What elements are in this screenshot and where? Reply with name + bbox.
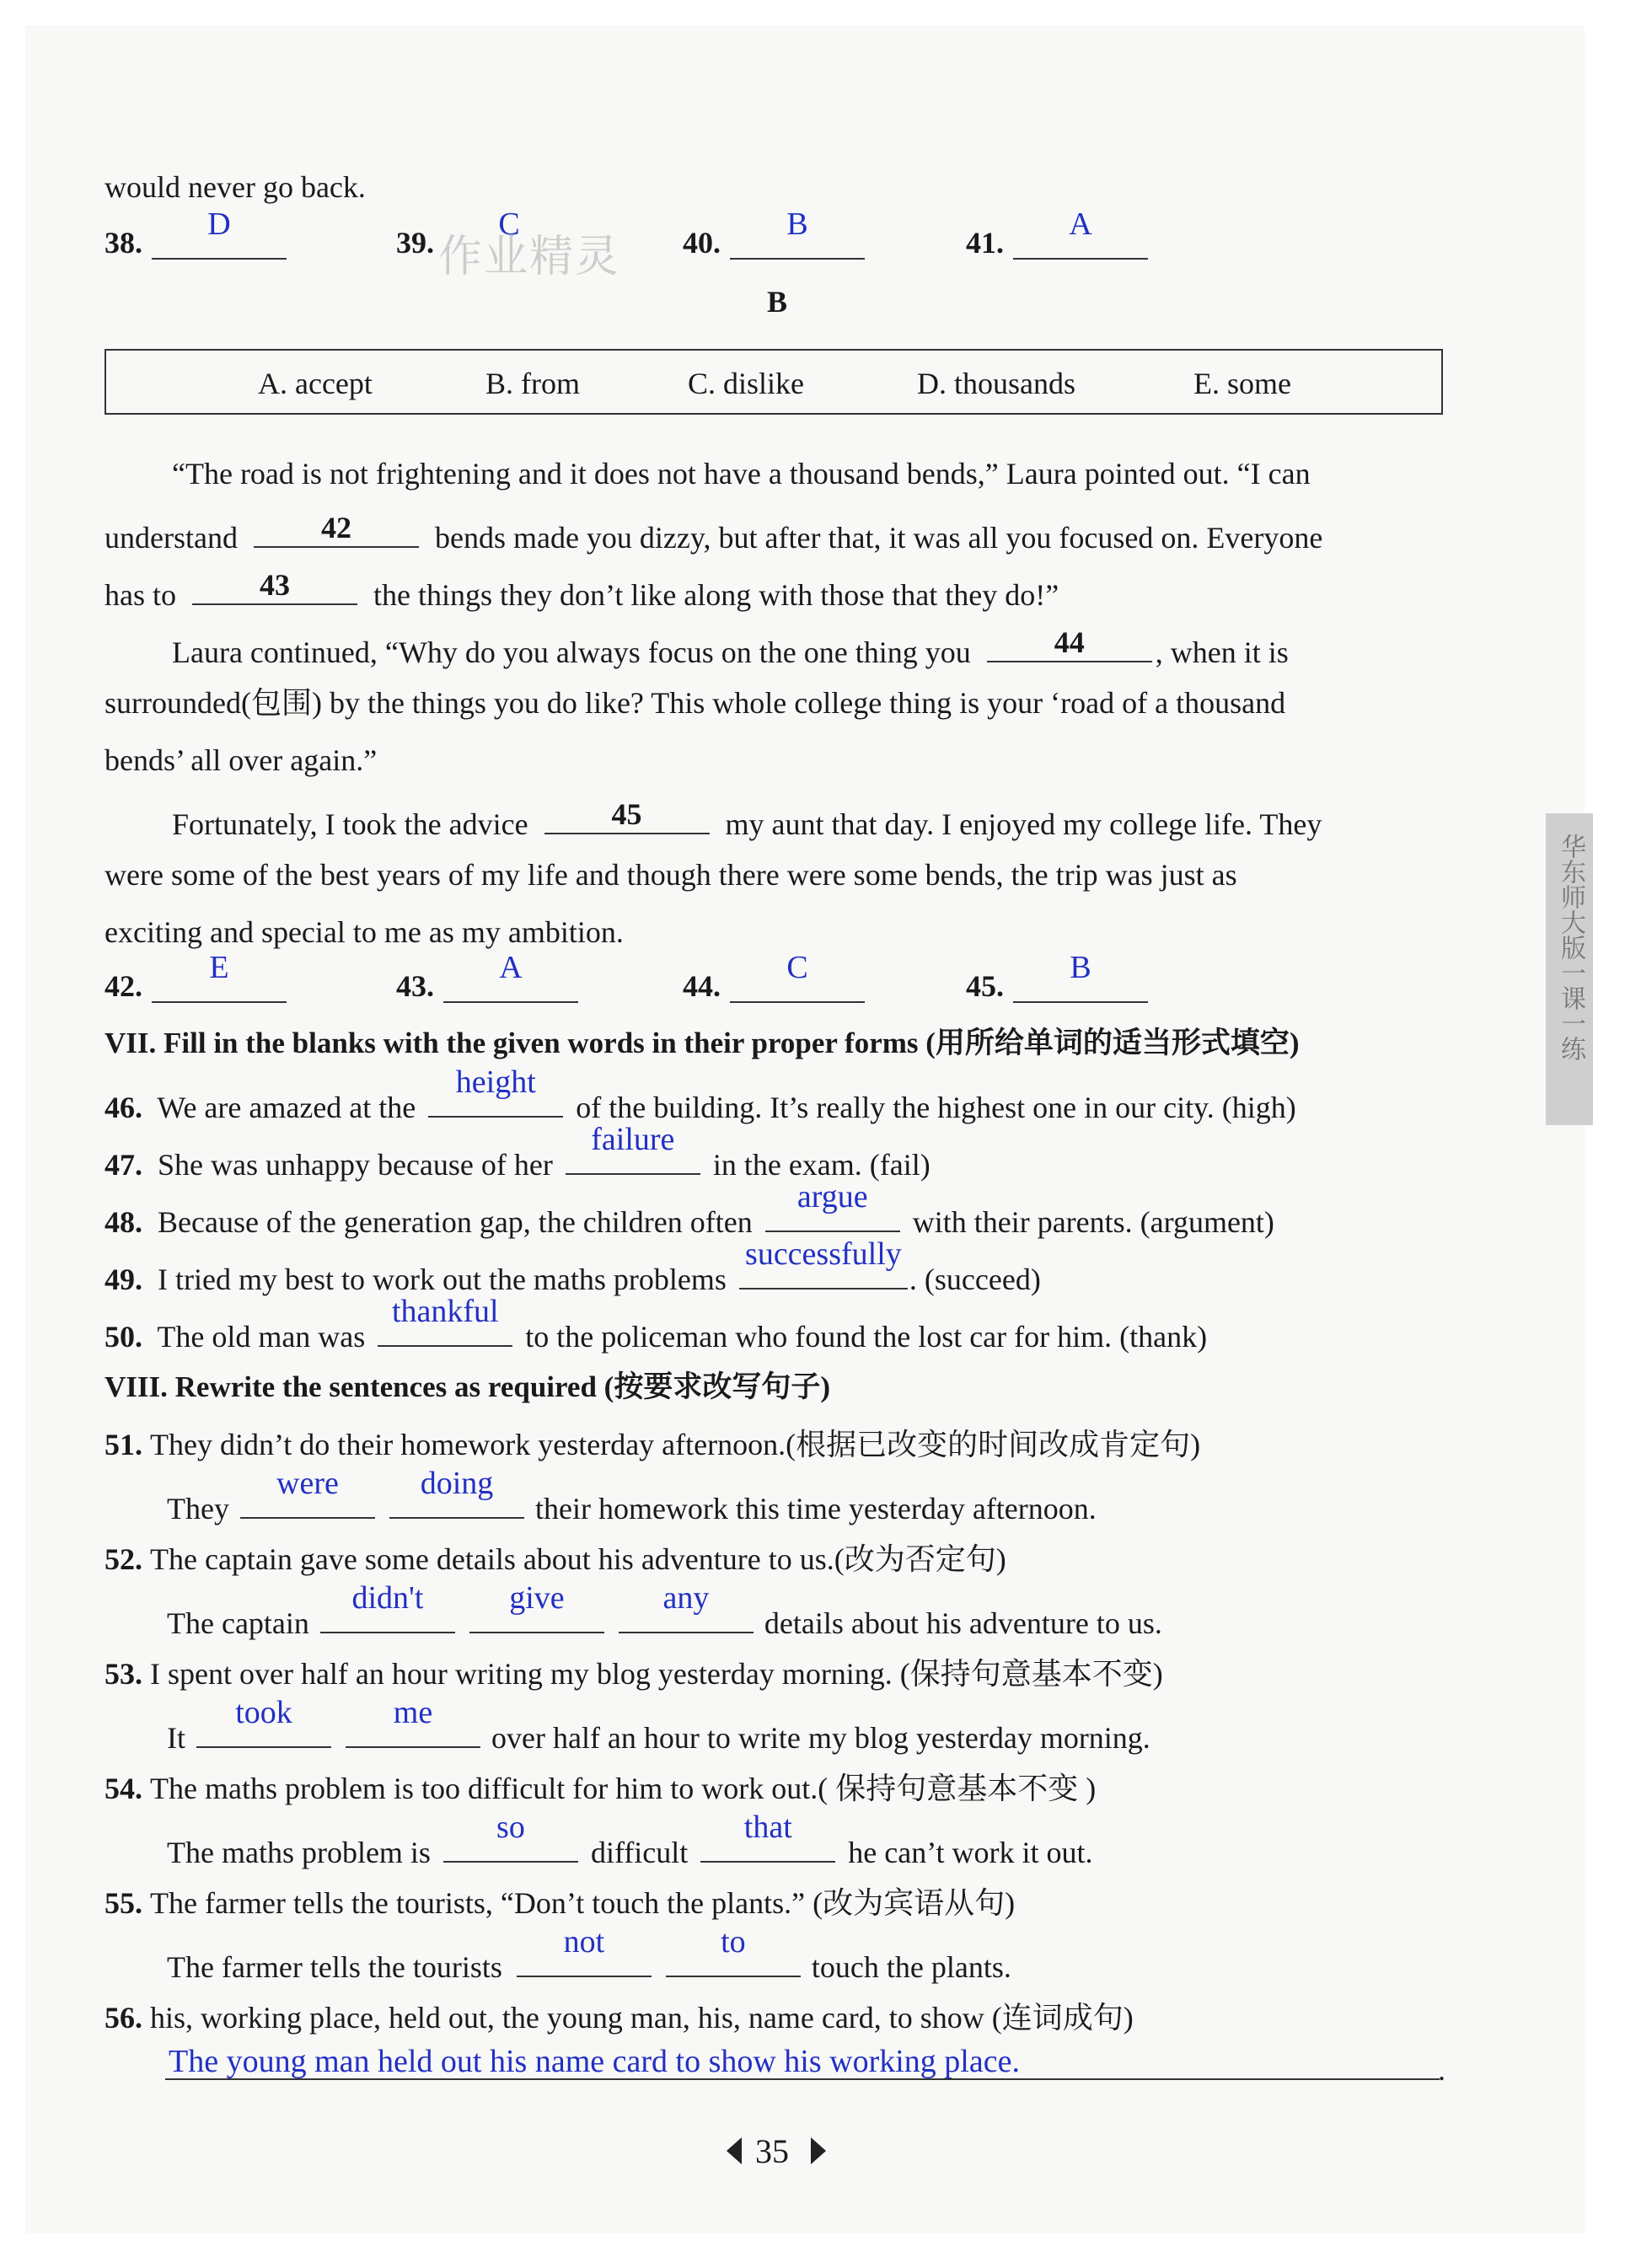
q50-blank[interactable]: thankful — [378, 1311, 512, 1347]
continuation-text: would never go back. — [105, 170, 366, 204]
passage-line: has to 43 the things they don’t like along with those that they do!” — [105, 568, 1059, 612]
prev-page-icon — [727, 2137, 742, 2164]
q43-number: 43. — [396, 969, 434, 1003]
q56-answer-underline — [165, 2078, 1440, 2080]
q42-number: 42. — [105, 969, 142, 1003]
q40-blank[interactable] — [730, 206, 865, 268]
q45-blank[interactable] — [1013, 950, 1148, 1011]
passage-line: understand 42 bends made you dizzy, but after that, it was all you focused on. Everyone — [105, 511, 1323, 555]
q41-answer: A — [1069, 206, 1092, 242]
q55-blank-2[interactable]: to — [666, 1942, 801, 1977]
passage-line: Laura continued, “Why do you always focus on the one thing you 44 , when it is — [172, 625, 1289, 669]
q51-question: 51. They didn’t do their homework yesterday afternoon.(根据已改变的时间改成肯定句) — [105, 1428, 1201, 1461]
page-number: 35 — [755, 2132, 789, 2170]
q41-blank[interactable] — [1013, 206, 1148, 268]
q38-answer: D — [207, 206, 231, 242]
q48-blank[interactable]: argue — [765, 1197, 900, 1232]
q48-line: 48. Because of the generation gap, the children often argue with their parents. (argument) — [105, 1179, 1274, 1239]
section-8-title: VIII. Rewrite the sentences as required (按要求改写句子) — [105, 1370, 830, 1403]
section-7-title: VII. Fill in the blanks with the given words in their proper forms (用所给单词的适当形式填空) — [105, 1027, 1300, 1059]
q55-question: 55. The farmer tells the tourists, “Don’t touch the plants.” (改为宾语从句) — [105, 1886, 1016, 1920]
passage-line: “The road is not frightening and it does not have a thousand bends,” Laura pointed out. “I can — [172, 457, 1311, 491]
word-option-e: E. some — [1193, 367, 1291, 400]
q54-blank-2[interactable]: that — [700, 1827, 835, 1863]
section-b-title: B — [767, 285, 788, 319]
q45-answer: B — [1070, 950, 1091, 985]
next-page-icon — [811, 2137, 826, 2164]
passage-line: surrounded(包围) by the things you do like? This whole college thing is your ‘road of a thousand — [105, 686, 1286, 720]
blank-42[interactable]: 42 — [254, 512, 419, 548]
q53-blank-1[interactable]: took — [196, 1713, 331, 1748]
q42-blank[interactable] — [152, 950, 287, 1011]
q39-number: 39. — [396, 226, 434, 260]
q44-number: 44. — [683, 969, 721, 1003]
q56-period: . — [1438, 2053, 1445, 2087]
side-tab — [1546, 813, 1593, 1125]
q49-line: 49. I tried my best to work out the maths problems successfully . (succeed) — [105, 1236, 1041, 1296]
q52-blank-3[interactable]: any — [619, 1598, 754, 1633]
q52-question: 52. The captain gave some details about his adventure to us.(改为否定句) — [105, 1542, 1006, 1576]
word-option-c: C. dislike — [688, 367, 805, 400]
blank-44[interactable]: 44 — [987, 627, 1152, 662]
passage-line: were some of the best years of my life and though there were some bends, the trip was just as — [105, 858, 1237, 892]
q46-blank[interactable]: height — [428, 1082, 563, 1118]
q44-blank[interactable] — [730, 950, 865, 1011]
q55-blank-1[interactable]: not — [517, 1942, 652, 1977]
q40-number: 40. — [683, 226, 721, 260]
q41-number: 41. — [966, 226, 1004, 260]
passage-line: exciting and special to me as my ambition. — [105, 915, 624, 949]
q53-question: 53. I spent over half an hour writing my blog yesterday morning. (保持句意基本不变) — [105, 1657, 1163, 1691]
q44-answer: C — [786, 950, 808, 985]
word-option-b: B. from — [485, 367, 580, 400]
q49-blank[interactable]: successfully — [739, 1254, 908, 1289]
blank-45[interactable]: 45 — [544, 799, 710, 834]
q42-answer: E — [209, 950, 229, 985]
q54-answer-line: The maths problem is so difficult that he can’t work it out. — [167, 1810, 1093, 1869]
q43-blank[interactable] — [443, 950, 578, 1011]
passage-line: Fortunately, I took the advice 45 my aunt that day. I enjoyed my college life. They — [172, 797, 1322, 841]
q46-line: 46. We are amazed at the height of the building. It’s really the highest one in our city. (high) — [105, 1064, 1296, 1124]
q39-answer: C — [498, 206, 520, 242]
q47-blank[interactable]: failure — [566, 1139, 700, 1175]
q53-blank-2[interactable]: me — [346, 1713, 480, 1748]
q50-line: 50. The old man was thankful to the policeman who found the lost car for him. (thank) — [105, 1294, 1208, 1354]
q38-number: 38. — [105, 226, 142, 260]
q38-blank[interactable] — [152, 206, 287, 268]
word-bank-box — [105, 349, 1443, 415]
q54-blank-1[interactable]: so — [443, 1827, 578, 1863]
word-option-a: A. accept — [258, 367, 373, 400]
word-option-d: D. thousands — [917, 367, 1075, 400]
q52-answer-line: The captain didn't give any details about his adventure to us. — [167, 1580, 1162, 1640]
q56-question: 56. his, working place, held out, the young man, his, name card, to show (连词成句) — [105, 2001, 1134, 2035]
side-tab-label: 华东师大版一课一练 — [1556, 834, 1585, 1061]
q55-answer-line: The farmer tells the tourists not to touch the plants. — [167, 1924, 1011, 1984]
q45-number: 45. — [966, 969, 1004, 1003]
q56-answer[interactable]: The young man held out his name card to show his working place. — [169, 2044, 1020, 2079]
q52-blank-1[interactable]: didn't — [320, 1598, 455, 1633]
q54-question: 54. The maths problem is too difficult for him to work out.( 保持句意基本不变 ) — [105, 1772, 1097, 1805]
q43-answer: A — [499, 950, 523, 985]
passage-line: bends’ all over again.” — [105, 743, 378, 777]
watermark: 作业精灵 — [438, 232, 621, 282]
q47-line: 47. She was unhappy because of her failure in the exam. (fail) — [105, 1122, 930, 1182]
q51-blank-1[interactable]: were — [240, 1483, 375, 1519]
q40-answer: B — [786, 206, 808, 242]
q51-answer-line: They were doing their homework this time yesterday afternoon. — [167, 1466, 1097, 1525]
q51-blank-2[interactable]: doing — [389, 1483, 524, 1519]
q52-blank-2[interactable]: give — [469, 1598, 604, 1633]
q53-answer-line: It took me over half an hour to write my blog yesterday morning. — [167, 1695, 1150, 1755]
blank-43[interactable]: 43 — [192, 570, 357, 605]
